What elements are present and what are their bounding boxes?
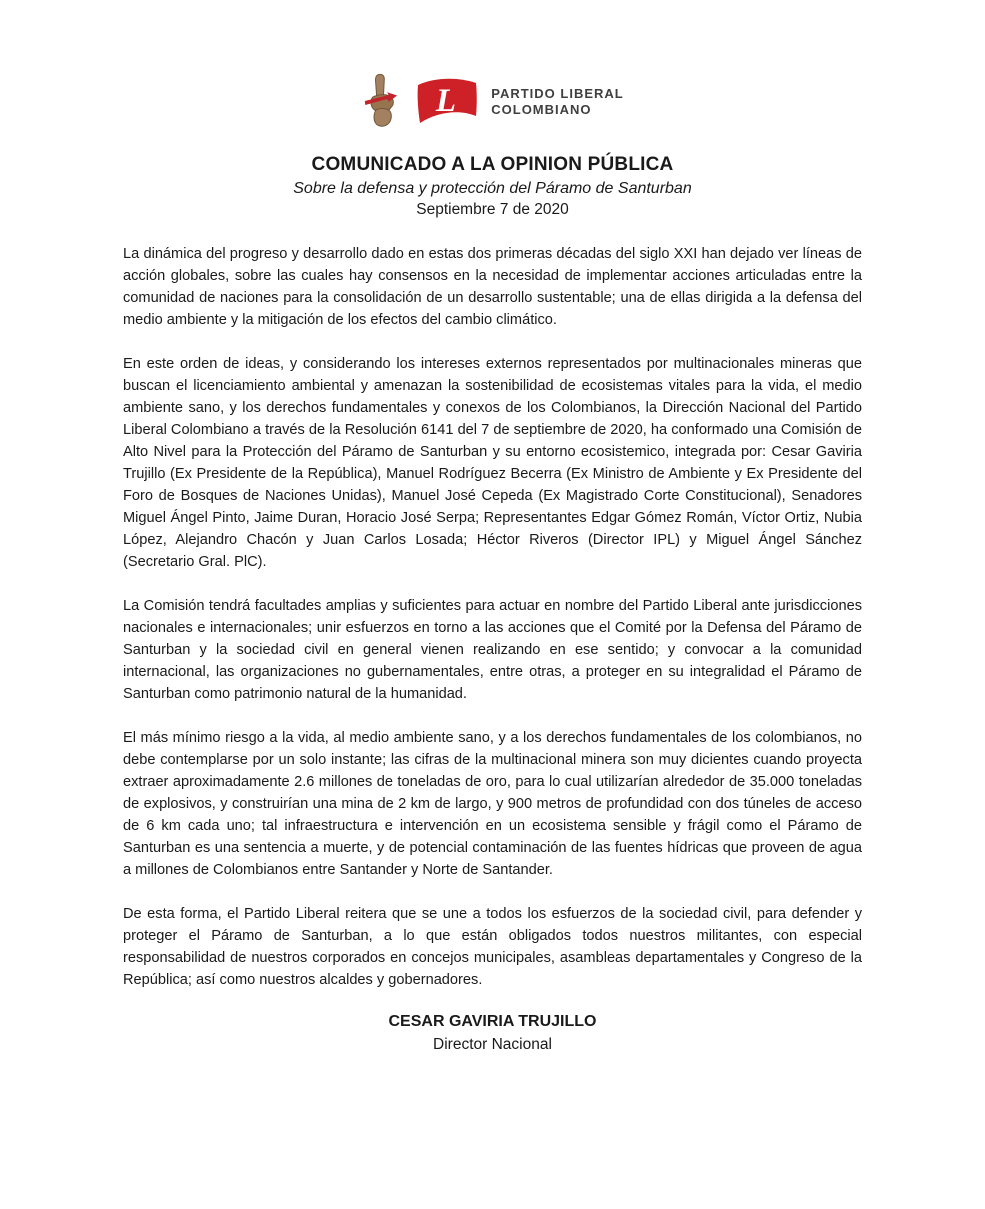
party-name: [491, 86, 623, 119]
document-header: [0, 154, 985, 219]
signature-role: Director Nacional: [433, 1036, 552, 1053]
document-body: [0, 243, 985, 991]
party-logo: [0, 0, 985, 134]
party-name-line2: COLOMBIANO: [491, 102, 592, 117]
body-paragraph-3: La Comisión tendrá facultades amplias y suficientes para actuar en nombre del Partido Liberal ante jurisdicciones nacionales e internacionales; unir esfuerzos en torno a las acciones que el Comité por la Defensa del Páramo de Santurban y la sociedad civil en general vienen realizando en ese sentido; y convocar a la comunidad internacional, las organizaciones no gubernamentales, entre otras, a proteger en su integralidad el Páramo de Santurban como patrimonio natural de la humanidad.: [123, 598, 862, 702]
signature-name: CESAR GAVIRIA TRUJILLO: [388, 1013, 597, 1030]
liberal-flag-icon: [415, 76, 479, 128]
document-subtitle: Sobre la defensa y protección del Páramo de Santurban: [293, 180, 692, 197]
document-title: COMUNICADO A LA OPINION PÚBLICA: [311, 154, 674, 175]
body-paragraph-2: En este orden de ideas, y considerando los intereses externos representados por multinacionales mineras que buscan el licenciamiento ambiental y amenazan la sostenibilidad de ecosistemas vitales para la vida, el medio ambiente sano, y los derechos fundamentales y conexos de los Colombianos, la Dirección Nacional del Partido Liberal Colombiano a través de la Resolución 6141 del 7 de septiembre de 2020, ha conformado una Comisión de Alto Nivel para la Protección del Páramo de Santurban y su entorno ecosistemico, integrada por: Cesar Gaviria Trujillo (Ex Presidente de la República), Manuel Rodríguez Becerra (Ex Ministro de Ambiente y Ex Presidente del Foro de Bosques de Naciones Unidas), Manuel José Cepeda (Ex Magistrado Corte Constitucional), Senadores Miguel Ángel Pinto, Jaime Duran, Horacio José Serpa; Representantes Edgar Gómez Román, Víctor Ortiz, Nubia López, Alejandro Chacón y Juan Carlos Losada; Héctor Riveros (Director IPL) y Miguel Ángel Sánchez (Secretario Gral. PlC).: [123, 356, 862, 570]
document-date: Septiembre 7 de 2020: [416, 201, 569, 218]
party-name-line1: PARTIDO LIBERAL: [491, 85, 624, 101]
body-paragraph-1: La dinámica del progreso y desarrollo dado en estas dos primeras décadas del siglo XXI han dejado ver líneas de acción globales, sobre las cuales hay consensos en la necesidad de implementar acciones articuladas entre la comunidad de naciones para la consolidación de un desarrollo sustentable; una de ellas dirigida a la defensa del medio ambiente y la mitigación de los efectos del cambio climático.: [123, 246, 862, 328]
signature-block: [0, 1013, 985, 1054]
body-paragraph-4: El más mínimo riesgo a la vida, al medio ambiente sano, y a los derechos fundamentales de los colombianos, no debe contemplarse por un solo instante; las cifras de la multinacional minera son muy dicientes cuando proyecta extraer aproximadamente 2.6 millones de toneladas de oro, para lo cual utilizarían alrededor de 35.000 toneladas de explosivos, y construirían una mina de 2 km de largo, y 900 metros de profundidad con dos túneles de acceso de 6 km cada uno; tal infraestructura e intervención en un ecosistema sensible y frágil como el Páramo de Santurban es una sentencia a muerte, y de potencial contaminación de las fuentes hídricas que proveen de agua a millones de Colombianos entre Santander y Norte de Santander.: [123, 730, 862, 878]
flag-letter: L: [436, 83, 457, 119]
liberal-hand-icon: [361, 70, 403, 134]
body-paragraph-5: De esta forma, el Partido Liberal reitera que se une a todos los esfuerzos de la sociedad civil, para defender y proteger el Páramo de Santurban, a lo que están obligados todos nuestros militantes, con especial responsabilidad de nuestros corporados en concejos municipales, asambleas departamentales y Congreso de la República; así como nuestros alcaldes y gobernadores.: [123, 906, 862, 988]
